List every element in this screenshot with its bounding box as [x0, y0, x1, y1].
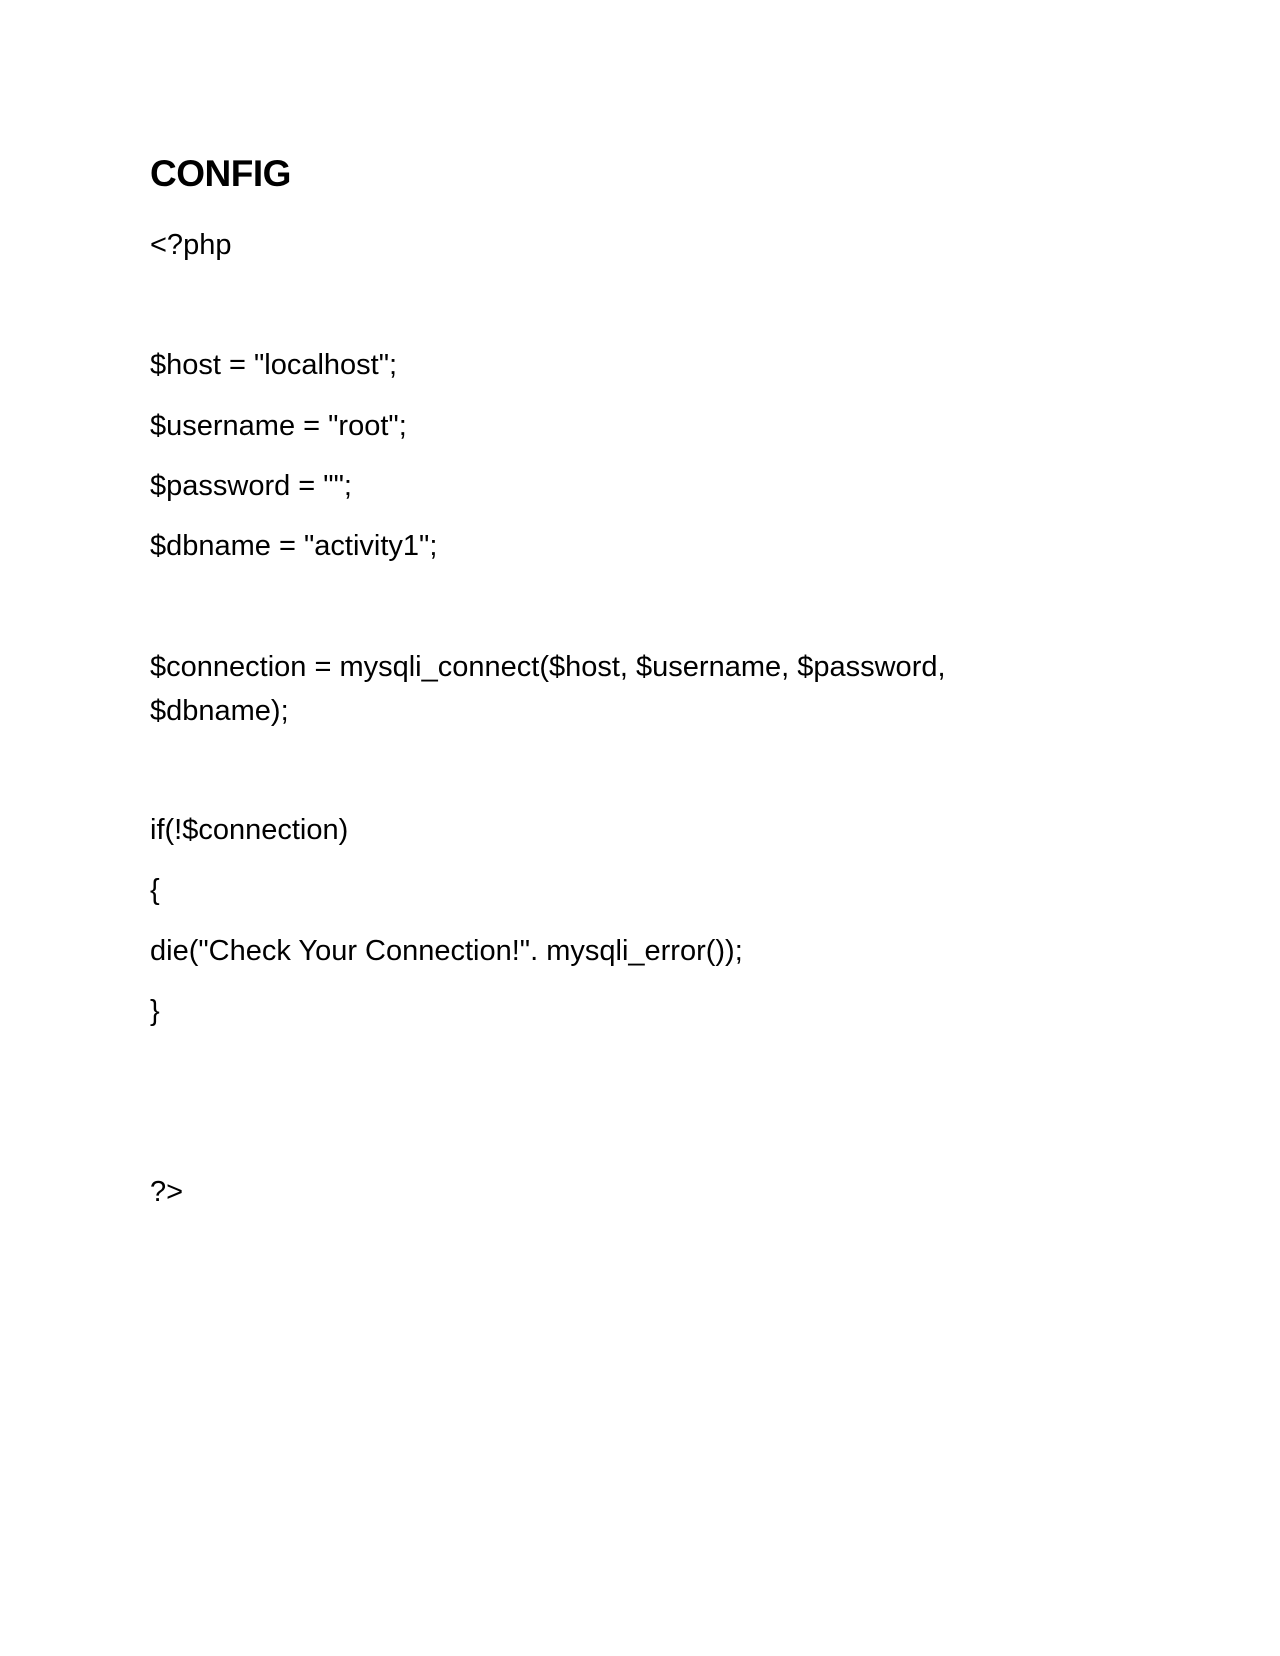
- code-line-die: die("Check Your Connection!". mysqli_error());: [150, 935, 743, 967]
- code-line-if: if(!$connection): [150, 814, 349, 846]
- code-line-username: $username = "root";: [150, 410, 407, 442]
- code-line-dbname: $dbname = "activity1";: [150, 530, 438, 562]
- code-line-brace-close: }: [150, 995, 160, 1027]
- code-line-php-open: <?php: [150, 229, 232, 261]
- code-line-host: $host = "localhost";: [150, 349, 398, 381]
- code-line-php-close: ?>: [150, 1176, 184, 1208]
- code-line-password: $password = "";: [150, 470, 352, 502]
- code-line-connection: $connection = mysqli_connect($host, $username, $password,: [150, 651, 946, 683]
- code-line-brace-open: {: [150, 874, 160, 906]
- document-heading: CONFIG: [150, 153, 291, 194]
- code-line-connection-cont: $dbname);: [150, 695, 289, 727]
